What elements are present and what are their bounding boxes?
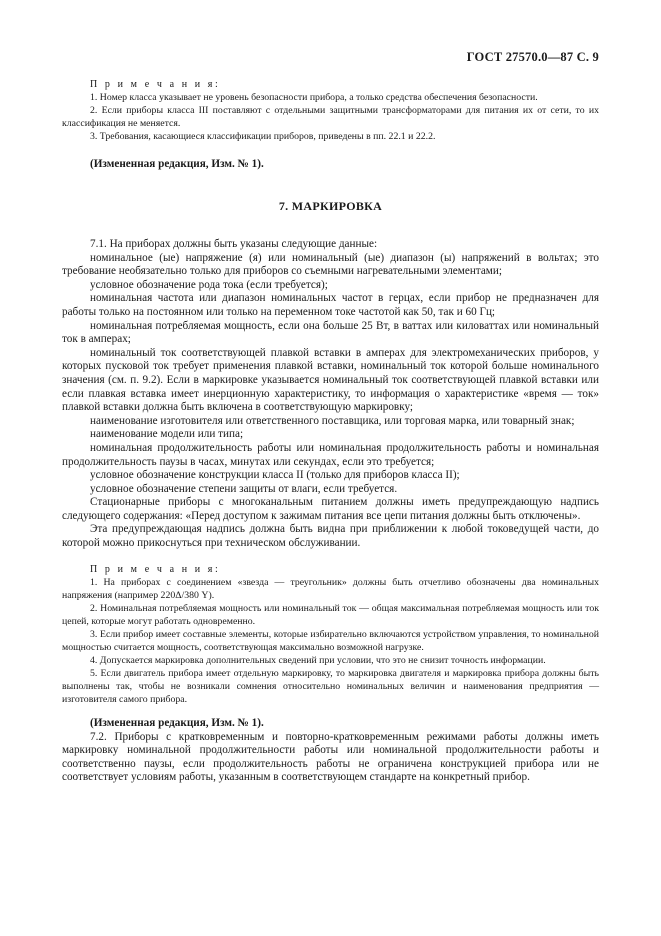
amendment-note: (Измененная редакция, Изм. № 1). (90, 158, 264, 170)
note-item: 2. Номинальная потребляемая мощность или номинальный ток — общая максимальная потребляемая мощность или ток цепей, которые могут работать одновременно. (62, 602, 599, 627)
paragraph: условное обозначение рода тока (если требуется); (90, 278, 328, 291)
notes-block-1 (62, 91, 599, 143)
note-item: 3. Если прибор имеет составные элементы, которые избирательно включаются устройством управления, то номинальной мощностью считается мощность, соответствующая максимально возможной нагрузке. (62, 628, 599, 653)
paragraph: наименование изготовителя или ответственного поставщика, или торговая марка, или товарный знак; (90, 414, 575, 427)
notes-title: П р и м е ч а н и я: (90, 563, 221, 575)
note-item: 1. На приборах с соединением «звезда — треугольник» должны быть отчетливо обозначены два номинальных напряжения (например 220Δ/380 Y). (62, 576, 599, 601)
paragraph: номинальная частота или диапазон номинальных частот в герцах, если прибор не предназначен для работы только на постоянном или только на переменном токе частотой как 50, так и 60 Гц; (62, 292, 599, 318)
paragraph: номинальная продолжительность работы или номинальная продолжительность работы и номинальная продолжительность паузы в часах, минутах или секундах, если это требуется; (62, 441, 599, 468)
paragraph: условное обозначение степени защиты от влаги, если требуется. (90, 482, 398, 495)
section-body (62, 238, 599, 551)
note-item: 1. Номер класса указывает не уровень безопасности прибора, а только средства обеспечения безопасности. (90, 92, 538, 103)
paragraph: Стационарные приборы с многоканальным питанием должны иметь предупреждающую надпись следующего содержания: «Перед доступом к зажимам питания все цепи питания должны быть отключены». (62, 496, 599, 522)
paragraph: номинальный ток соответствующей плавкой вставки в амперах для электромеханических приборов, у которых пусковой ток требует применения плавкой вставки, номинальный ток которой больше номинального значения (см. п. 9.2). Если в маркировке указывается номинальный ток соответствующей плавкой вставки или если плавкая вставка имеет инерционную характеристику, то информация о характеристике «время — ток» плавкой вставки должна быть включена в соответствующую маркировку; (62, 346, 599, 414)
note-item: 3. Требования, касающиеся классификации приборов, приведены в пп. 22.1 и 22.2. (90, 131, 436, 142)
note-item: 2. Если приборы класса III поставляют с отдельными защитными трансформаторами для питания их от сети, то их классификация не меняется. (62, 105, 599, 129)
paragraph: условное обозначение конструкции класса II (только для приборов класса II); (90, 469, 460, 482)
paragraph: наименование модели или типа; (90, 428, 244, 441)
paragraph: номинальное (ые) напряжение (я) или номинальный (ые) диапазон (ы) напряжений в вольтах; это требование необязательно только для приборов со съемными нагревательными элементами; (62, 251, 599, 278)
paragraph: номинальная потребляемая мощность, если она больше 25 Вт, в ваттах или киловаттах или номинальный ток в амперах; (62, 319, 599, 346)
section-title: 7. МАРКИРОВКА (278, 199, 383, 213)
paragraph: 7.2. Приборы с кратковременным и повторно-кратковременным режимами работы должны иметь маркировку номинальной продолжительности работы или номинальной продолжительности работы и соответственно паузы, если продолжительность работы не ограничена конструкцией прибора или не соответствует условиям работы, указанным в соответствующем стандарте на конкретный прибор. (62, 730, 599, 784)
notes-block-2 (62, 576, 599, 706)
note-item: 4. Допускается маркировка дополнительных сведений при условии, что это не снизит точность информации. (90, 654, 546, 666)
amendment-note: (Измененная редакция, Изм. № 1). (90, 716, 264, 729)
page-content (62, 78, 599, 785)
note-item: 5. Если двигатель прибора имеет отдельную маркировку, то маркировка двигателя и маркировка прибора должны быть выполнены так, чтобы не возникали сомнения относительно номинальных величин и наименования предприятия — изготовителя самого прибора. (62, 667, 599, 705)
paragraph: 7.1. На приборах должны быть указаны следующие данные: (90, 238, 378, 250)
paragraph: Эта предупреждающая надпись должна быть видна при приближении к любой токоведущей части, до которой можно прикоснуться при техническом обслуживании. (62, 523, 599, 550)
notes-title: П р и м е ч а н и я: (90, 79, 221, 90)
page-header: ГОСТ 27570.0—87 С. 9 (466, 50, 599, 64)
